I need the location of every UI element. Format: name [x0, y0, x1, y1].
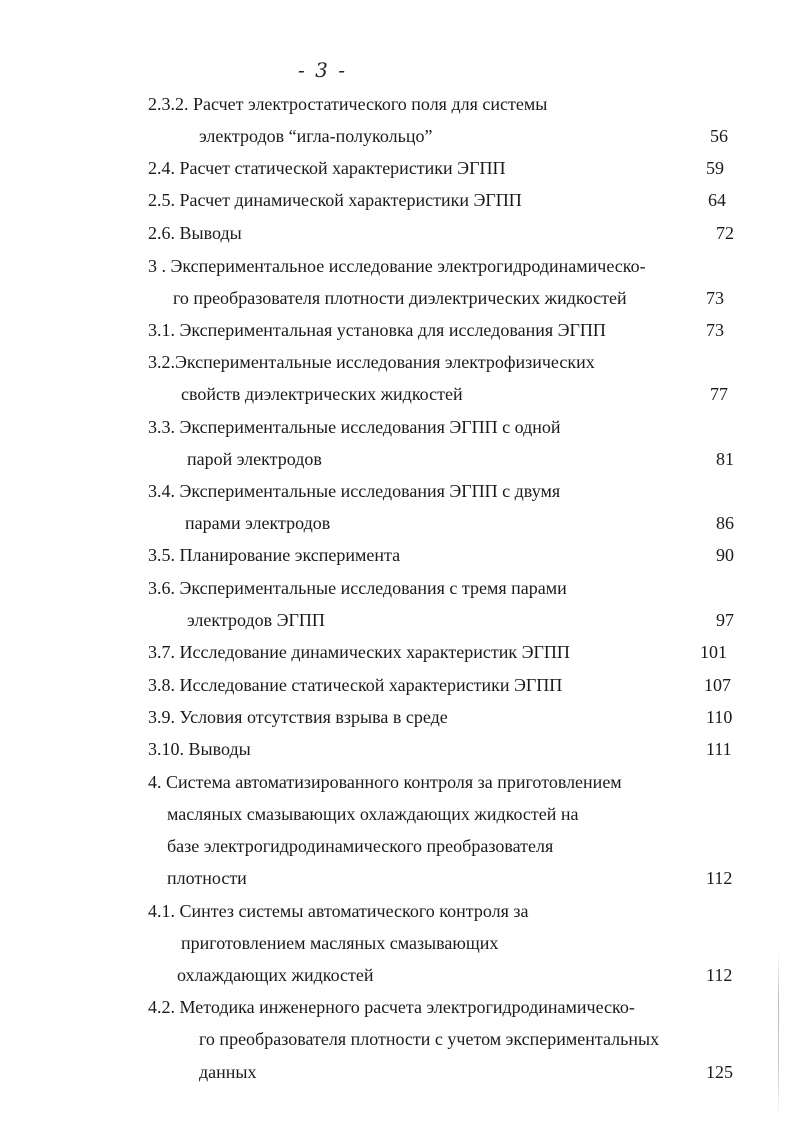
- toc-entry-title: 3.5. Планирование эксперимента: [148, 545, 401, 565]
- toc-entry-title: масляных смазывающих охлаждающих жидкостей на: [167, 804, 579, 824]
- toc-entry-title: охлаждающих жидкостей: [177, 965, 374, 985]
- toc-entry-title: электродов ЭГПП: [187, 610, 325, 630]
- toc-entry-title: 2.5. Расчет динамической характеристики ЭГПП: [148, 190, 522, 210]
- toc-page-number: 101: [700, 642, 727, 662]
- toc-entry-title: 3.1. Экспериментальная установка для исследования ЭГПП: [148, 320, 606, 340]
- toc-entry-title: базе электрогидродинамического преобразователя: [167, 836, 554, 856]
- toc-entry-title: 2.3.2. Расчет электростатического поля для системы: [148, 94, 548, 114]
- toc-entry-title: 4. Система автоматизированного контроля за приготовлением: [148, 772, 622, 792]
- toc-page-number: 111: [706, 739, 732, 759]
- toc-entry-title: парой электродов: [187, 449, 322, 469]
- toc-entry-title: 3.2.Экспериментальные исследования электрофизических: [148, 352, 595, 372]
- toc-page-number: 77: [710, 384, 728, 404]
- toc-entry-title: го преобразователя плотности с учетом экспериментальных: [199, 1029, 660, 1049]
- toc-page-number: 107: [704, 675, 731, 695]
- toc-page-number: 90: [716, 545, 734, 565]
- toc-page-number: 73: [706, 288, 724, 308]
- toc-page-number: 73: [706, 320, 724, 340]
- toc-entry-title: приготовлением масляных смазывающих: [181, 933, 499, 953]
- toc-page-number: 81: [716, 449, 734, 469]
- toc-page-number: 112: [706, 868, 733, 888]
- toc-page-number: 112: [706, 965, 733, 985]
- page-number: - 3 -: [298, 58, 347, 82]
- toc-page-number: 64: [708, 190, 726, 210]
- toc-entry-title: 3.9. Условия отсутствия взрыва в среде: [148, 707, 448, 727]
- toc-entry-title: 4.1. Синтез системы автоматического контроля за: [148, 901, 529, 921]
- toc-entry-title: 3.4. Экспериментальные исследования ЭГПП с двумя: [148, 481, 561, 501]
- toc-page-number: 125: [706, 1062, 733, 1082]
- toc-entry-title: свойств диэлектрических жидкостей: [181, 384, 463, 404]
- toc-entry-title: плотности: [167, 868, 247, 888]
- toc-entry-title: 3.7. Исследование динамических характеристик ЭГПП: [148, 642, 570, 662]
- scan-edge-line: [778, 950, 779, 1120]
- toc-entry-title: данных: [199, 1062, 257, 1082]
- toc-entry-title: го преобразователя плотности диэлектрических жидкостей: [173, 288, 627, 308]
- toc-entry-title: 2.6. Выводы: [148, 223, 242, 243]
- toc-page-number: 59: [706, 158, 724, 178]
- toc-page-number: 110: [706, 707, 733, 727]
- toc-page-number: 86: [716, 513, 734, 533]
- toc-entry-title: электродов “игла-полукольцо”: [199, 126, 433, 146]
- toc-entry-title: 4.2. Методика инженерного расчета электрогидродинамическо-: [148, 997, 635, 1017]
- toc-page-number: 56: [710, 126, 728, 146]
- toc-entry-title: 3.10. Выводы: [148, 739, 251, 759]
- toc-entry-title: 3 . Экспериментальное исследование электрогидродинамическо-: [148, 256, 646, 276]
- toc-entry-title: парами электродов: [185, 513, 331, 533]
- toc-entry-title: 3.6. Экспериментальные исследования с тремя парами: [148, 578, 567, 598]
- toc-page-number: 97: [716, 610, 734, 630]
- toc-entry-title: 3.8. Исследование статической характеристики ЭГПП: [148, 675, 563, 695]
- toc-entry-title: 2.4. Расчет статической характеристики ЭГПП: [148, 158, 506, 178]
- toc-entry-title: 3.3. Экспериментальные исследования ЭГПП с одной: [148, 417, 561, 437]
- toc-page-number: 72: [716, 223, 734, 243]
